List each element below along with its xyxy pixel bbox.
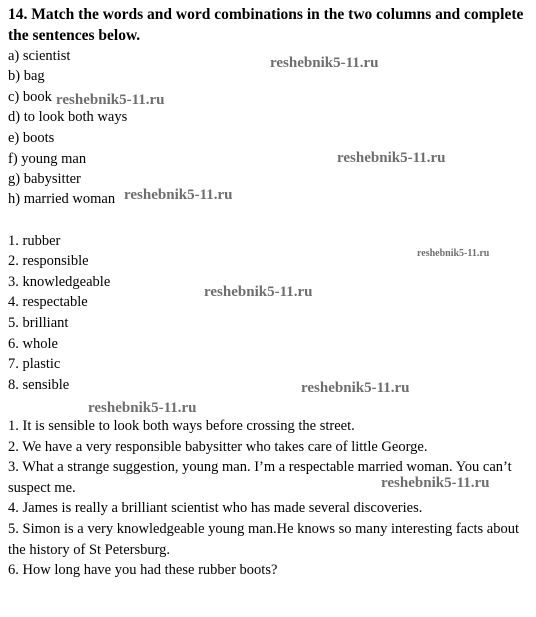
column-b-item: 1. rubber (8, 233, 61, 249)
sentence: 4. James is really a brilliant scientist who has made several discoveries. (8, 500, 423, 516)
watermark: reshebnik5-11.ru (270, 55, 379, 71)
column-a-item: d) to look both ways (8, 109, 128, 125)
column-a-item: g) babysitter (8, 171, 81, 187)
column-a-item: c) book (8, 89, 52, 105)
column-a-item: h) married woman (8, 191, 116, 207)
column-a-item: e) boots (8, 130, 55, 146)
watermark: reshebnik5-11.ru (204, 284, 313, 300)
column-b-item: 5. brilliant (8, 315, 69, 331)
sentence: 3. What a strange suggestion, young man. I’m a respectable married woman. You can’t suspect me. (8, 459, 512, 496)
sentence: 2. We have a very responsible babysitter who takes care of little George. (8, 439, 428, 455)
column-b-item: 7. plastic (8, 356, 61, 372)
sentence: 5. Simon is a very knowledgeable young man.He knows so many interesting facts about the history of St Petersburg. (8, 521, 520, 558)
column-b-item: 8. sensible (8, 377, 70, 393)
column-b-item: 6. whole (8, 336, 58, 352)
column-b-item: 4. respectable (8, 294, 88, 310)
watermark: reshebnik5-11.ru (56, 92, 165, 108)
watermark: reshebnik5-11.ru (417, 248, 490, 259)
watermark: reshebnik5-11.ru (337, 150, 446, 166)
column-a-item: f) young man (8, 151, 87, 167)
exercise-title: 14. Match the words and word combinations in the two columns and complete the sentences below. (8, 6, 524, 44)
column-b-item: 2. responsible (8, 253, 89, 269)
sentence: 6. How long have you had these rubber boots? (8, 562, 278, 578)
watermark: reshebnik5-11.ru (381, 475, 490, 491)
watermark: reshebnik5-11.ru (88, 400, 197, 416)
watermark: reshebnik5-11.ru (301, 380, 410, 396)
column-a-item: b) bag (8, 68, 45, 84)
column-a-item: a) scientist (8, 48, 71, 64)
watermark: reshebnik5-11.ru (124, 187, 233, 203)
sentence: 1. It is sensible to look both ways before crossing the street. (8, 418, 355, 434)
column-b-item: 3. knowledgeable (8, 274, 111, 290)
